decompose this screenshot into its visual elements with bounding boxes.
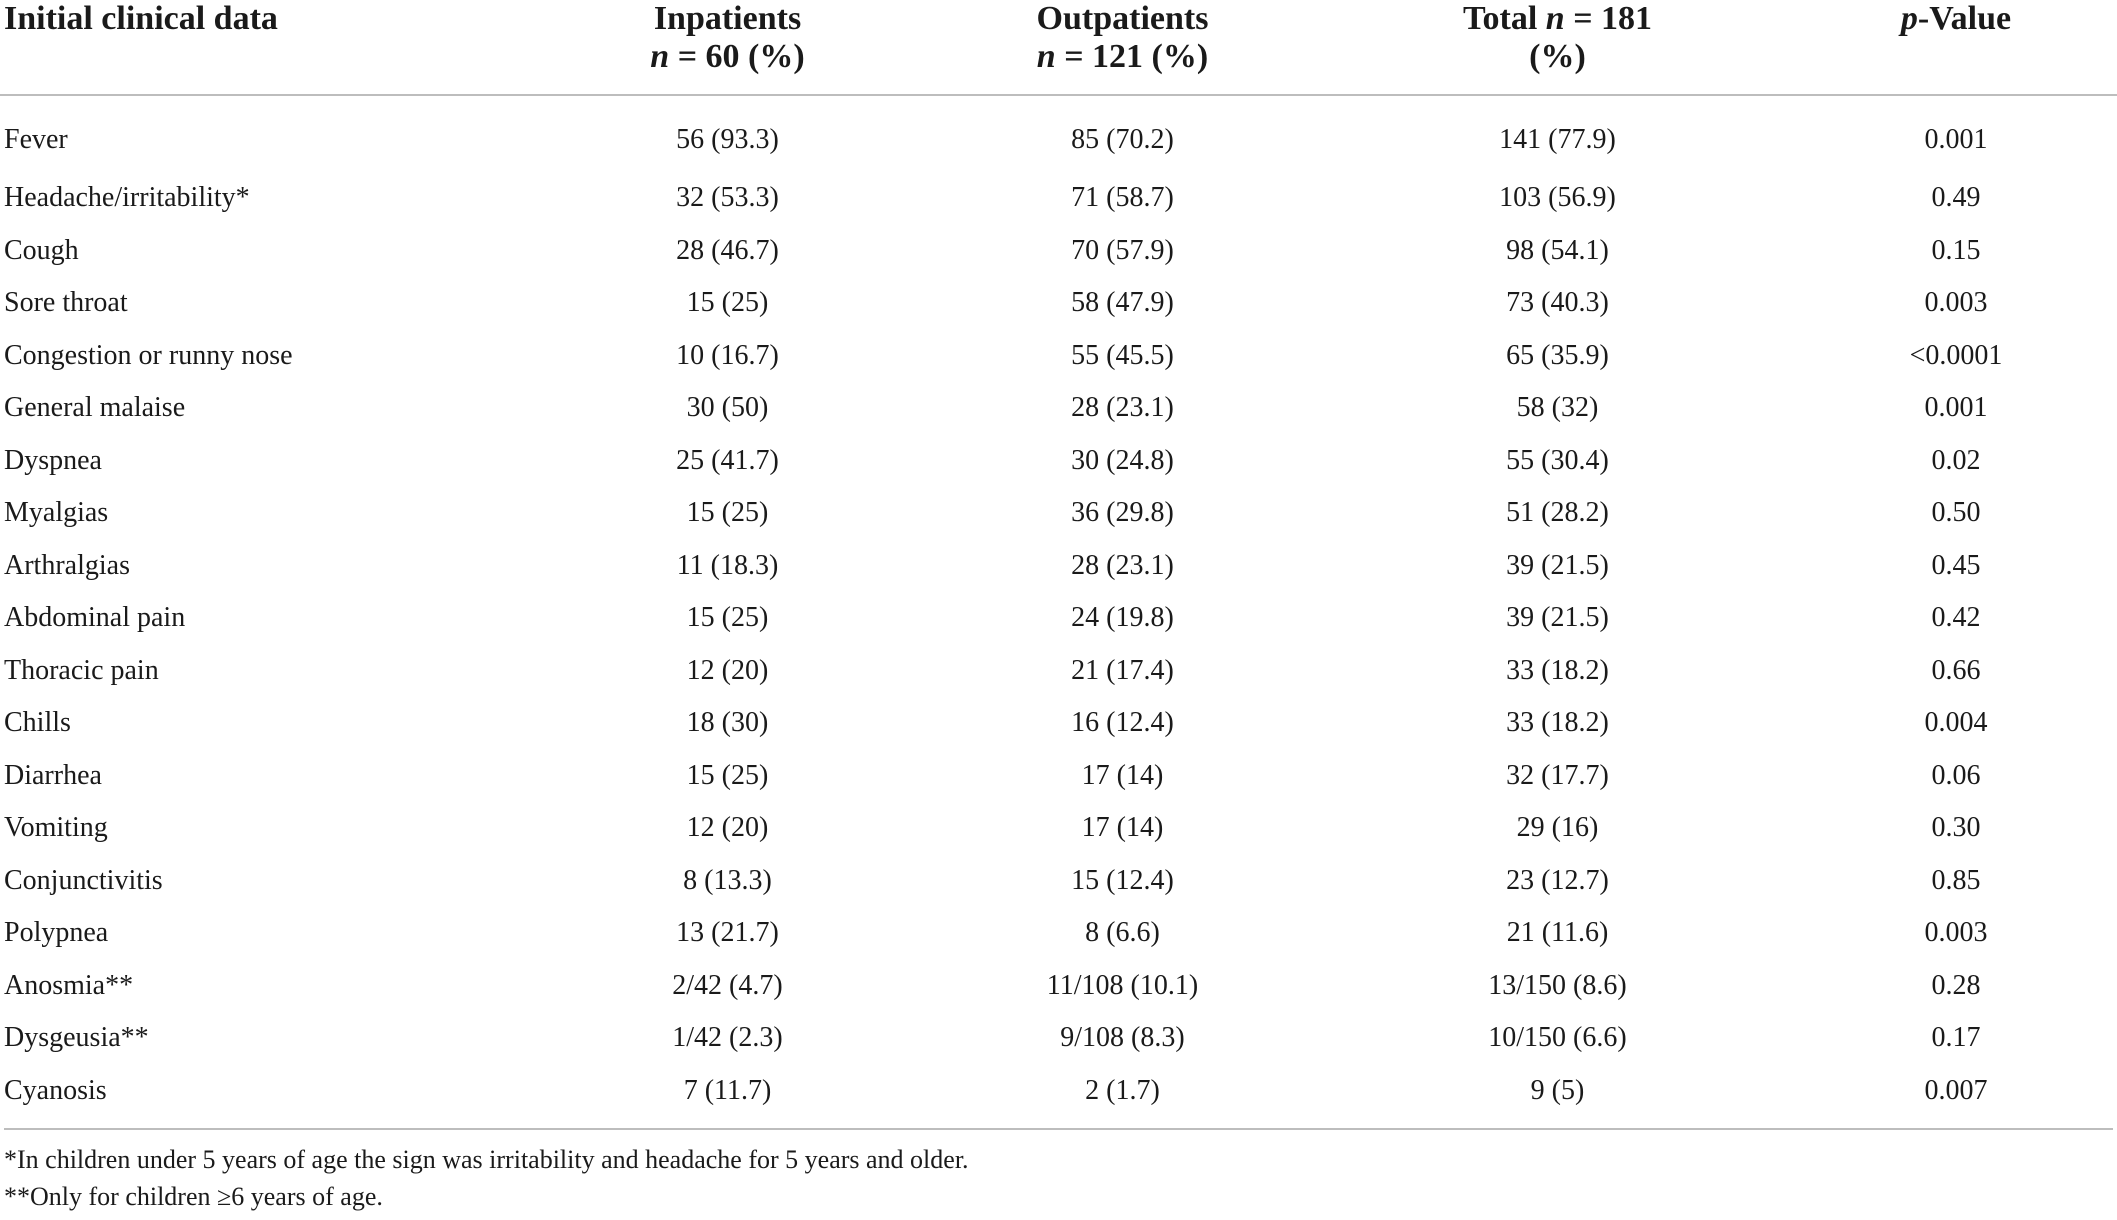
cell-total: 55 (30.4) — [1506, 444, 1609, 476]
cell-total: 21 (11.6) — [1506, 917, 1609, 949]
cell-total: 10/150 (6.6) — [1488, 1022, 1627, 1054]
header-initial-clinical-data: Initial clinical data — [0, 0, 460, 95]
header-outpatients: Outpatients n = 121 (%) — [815, 0, 1350, 95]
cell-inpatients: 25 (41.7) — [676, 444, 779, 476]
cell-outpatients: 21 (17.4) — [1071, 654, 1174, 686]
table-row — [0, 1065, 2117, 1118]
cell-inpatients: 7 (11.7) — [683, 1074, 772, 1106]
cell-inpatients: 15 (25) — [686, 287, 769, 319]
cell-p-value: 0.001 — [1924, 124, 1988, 155]
cell-p-value: 0.42 — [1931, 602, 1981, 634]
footnote-1: *In children under 5 years of age the sign was irritability and headache for 5 years and older. — [4, 1145, 969, 1174]
cell-outpatients: 28 (23.1) — [1071, 549, 1174, 581]
cell-total: 141 (77.9) — [1499, 124, 1616, 155]
cell-total: 13/150 (8.6) — [1488, 969, 1627, 1001]
cell-inpatients: 13 (21.7) — [676, 917, 779, 949]
cell-clinical-sign: Dysgeusia** — [4, 1022, 149, 1054]
table-body — [0, 95, 2117, 1117]
cell-total: 29 (16) — [1516, 812, 1599, 844]
cell-inpatients: 15 (25) — [686, 602, 769, 634]
cell-total: 32 (17.7) — [1506, 759, 1609, 791]
table-row — [0, 855, 2117, 908]
cell-inpatients: 2/42 (4.7) — [672, 969, 783, 1001]
table-row — [0, 382, 2117, 435]
cell-inpatients: 30 (50) — [686, 392, 769, 424]
cell-clinical-sign: Chills — [4, 707, 71, 739]
cell-clinical-sign: Thoracic pain — [4, 654, 159, 686]
cell-outpatients: 15 (12.4) — [1071, 864, 1174, 896]
cell-outpatients: 8 (6.6) — [1085, 917, 1160, 949]
header-row — [0, 0, 2117, 95]
cell-p-value: 0.06 — [1931, 759, 1981, 791]
header-total: Total n = 181 (%) — [1350, 0, 1715, 95]
cell-p-value: 0.49 — [1931, 182, 1981, 214]
cell-p-value: 0.17 — [1931, 1022, 1981, 1054]
cell-outpatients: 2 (1.7) — [1085, 1074, 1160, 1106]
footnote-2: **Only for children ≥6 years of age. — [4, 1182, 383, 1211]
cell-outpatients: 17 (14) — [1081, 812, 1164, 844]
cell-outpatients: 28 (23.1) — [1071, 392, 1174, 424]
cell-outpatients: 11/108 (10.1) — [1046, 969, 1199, 1001]
cell-outpatients: 30 (24.8) — [1071, 444, 1174, 476]
cell-outpatients: 85 (70.2) — [1071, 124, 1174, 155]
cell-outpatients: 70 (57.9) — [1071, 234, 1174, 266]
header-p-value: p-Value — [1715, 0, 2117, 95]
cell-p-value: 0.45 — [1931, 549, 1981, 581]
cell-outpatients: 24 (19.8) — [1071, 602, 1174, 634]
cell-inpatients: 56 (93.3) — [676, 124, 779, 155]
table-header — [0, 0, 2117, 95]
cell-total: 51 (28.2) — [1506, 497, 1609, 529]
cell-clinical-sign: Cough — [4, 234, 79, 266]
cell-clinical-sign: Diarrhea — [4, 759, 102, 791]
table-row — [0, 487, 2117, 540]
cell-total: 39 (21.5) — [1506, 602, 1609, 634]
table-row — [0, 802, 2117, 855]
cell-clinical-sign: Arthralgias — [4, 549, 130, 581]
cell-outpatients: 58 (47.9) — [1071, 287, 1174, 319]
cell-clinical-sign: Myalgias — [4, 497, 109, 529]
cell-total: 33 (18.2) — [1506, 707, 1609, 739]
cell-p-value: 0.004 — [1924, 707, 1988, 739]
cell-p-value: 0.50 — [1931, 497, 1981, 529]
cell-p-value: 0.15 — [1931, 234, 1981, 266]
table-row — [0, 435, 2117, 488]
cell-outpatients: 9/108 (8.3) — [1060, 1022, 1185, 1054]
cell-clinical-sign: Fever — [4, 124, 68, 155]
cell-inpatients: 10 (16.7) — [676, 339, 779, 371]
table-row — [0, 225, 2117, 278]
cell-p-value: 0.02 — [1931, 444, 1981, 476]
cell-p-value: 0.003 — [1924, 917, 1988, 949]
table-row — [0, 645, 2117, 698]
cell-clinical-sign: Polypnea — [4, 917, 109, 949]
cell-p-value: 0.28 — [1931, 969, 1981, 1001]
table-row — [0, 95, 2117, 172]
cell-inpatients: 12 (20) — [686, 812, 769, 844]
table-row — [0, 172, 2117, 225]
cell-inpatients: 12 (20) — [686, 654, 769, 686]
cell-p-value: <0.0001 — [1909, 339, 2003, 371]
table-row — [0, 277, 2117, 330]
cell-p-value: 0.85 — [1931, 864, 1981, 896]
cell-clinical-sign: Congestion or runny nose — [4, 339, 293, 371]
cell-p-value: 0.007 — [1924, 1074, 1988, 1106]
cell-outpatients: 17 (14) — [1081, 759, 1164, 791]
table-row — [0, 907, 2117, 960]
cell-total: 98 (54.1) — [1506, 234, 1609, 266]
cell-inpatients: 18 (30) — [686, 707, 769, 739]
cell-clinical-sign: Vomiting — [4, 812, 108, 844]
cell-clinical-sign: Cyanosis — [4, 1074, 107, 1106]
cell-inpatients: 32 (53.3) — [676, 182, 779, 214]
table-row — [0, 960, 2117, 1013]
cell-total: 103 (56.9) — [1499, 182, 1616, 214]
table-row — [0, 1012, 2117, 1065]
cell-clinical-sign: Conjunctivitis — [4, 864, 163, 896]
cell-total: 33 (18.2) — [1506, 654, 1609, 686]
cell-outpatients: 55 (45.5) — [1071, 339, 1174, 371]
cell-outpatients: 71 (58.7) — [1071, 182, 1174, 214]
table-row — [0, 750, 2117, 803]
cell-clinical-sign: Abdominal pain — [4, 602, 186, 634]
cell-total: 73 (40.3) — [1506, 287, 1609, 319]
cell-inpatients: 28 (46.7) — [676, 234, 779, 266]
cell-clinical-sign: Dyspnea — [4, 444, 102, 476]
cell-clinical-sign: General malaise — [4, 392, 186, 424]
table-row — [0, 540, 2117, 593]
cell-inpatients: 15 (25) — [686, 497, 769, 529]
cell-inpatients: 1/42 (2.3) — [672, 1022, 783, 1054]
footnote-divider — [4, 1128, 2113, 1130]
table-row — [0, 330, 2117, 383]
cell-inpatients: 8 (13.3) — [683, 864, 772, 896]
cell-total: 9 (5) — [1530, 1074, 1585, 1106]
cell-inpatients: 11 (18.3) — [676, 549, 779, 581]
cell-outpatients: 16 (12.4) — [1071, 707, 1174, 739]
cell-clinical-sign: Sore throat — [4, 287, 128, 319]
cell-p-value: 0.66 — [1931, 654, 1981, 686]
cell-total: 39 (21.5) — [1506, 549, 1609, 581]
cell-total: 23 (12.7) — [1506, 864, 1609, 896]
cell-p-value: 0.001 — [1924, 392, 1988, 424]
cell-clinical-sign: Anosmia** — [4, 969, 134, 1001]
cell-outpatients: 36 (29.8) — [1071, 497, 1174, 529]
cell-total: 58 (32) — [1516, 392, 1599, 424]
header-inpatients: Inpatients n = 60 (%) — [460, 0, 815, 95]
cell-clinical-sign: Headache/irritability* — [4, 182, 250, 214]
cell-p-value: 0.30 — [1931, 812, 1981, 844]
table-row — [0, 697, 2117, 750]
table-row — [0, 592, 2117, 645]
cell-p-value: 0.003 — [1924, 287, 1988, 319]
cell-total: 65 (35.9) — [1506, 339, 1609, 371]
cell-inpatients: 15 (25) — [686, 759, 769, 791]
